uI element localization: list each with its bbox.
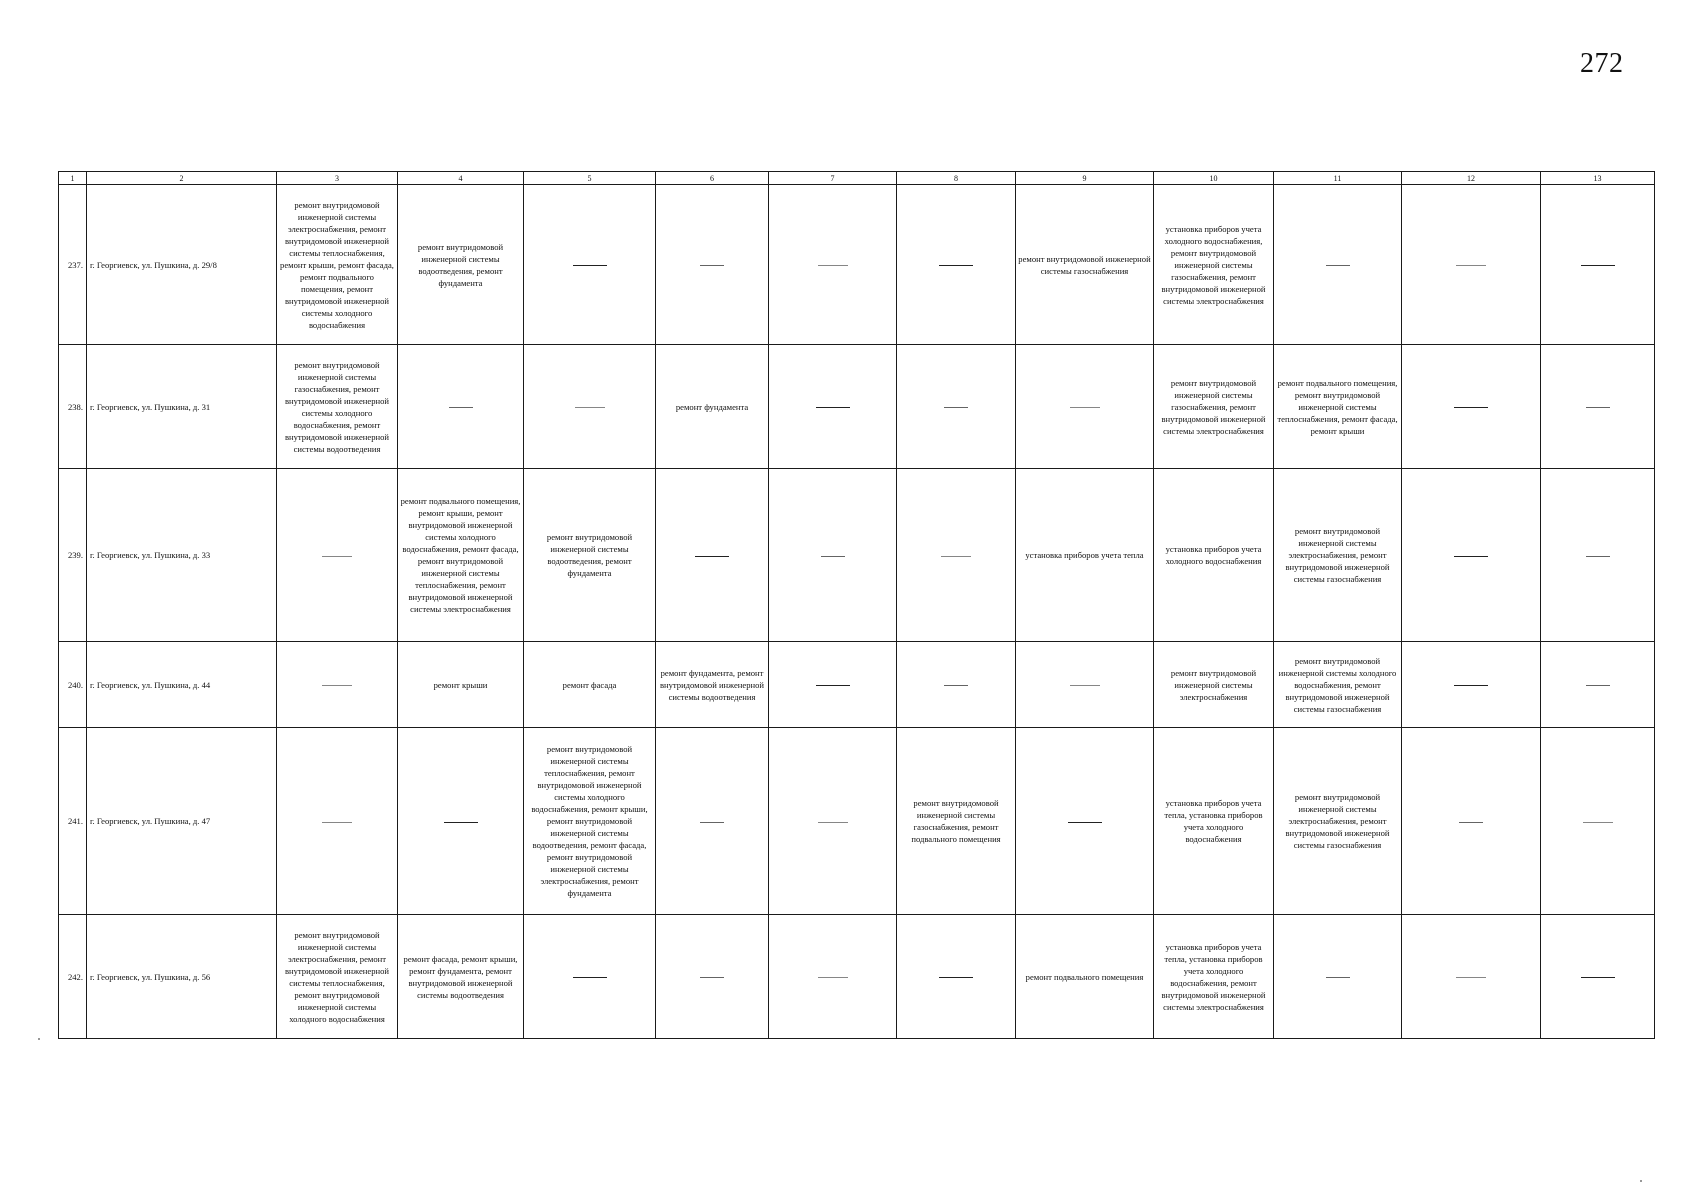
empty-dash bbox=[700, 822, 724, 823]
column-header: 5 bbox=[524, 172, 656, 185]
table-cell bbox=[1541, 345, 1655, 469]
empty-dash bbox=[444, 822, 478, 823]
row-address: г. Георгиевск, ул. Пушкина, д. 29/8 bbox=[87, 185, 277, 345]
scan-speck bbox=[1640, 1180, 1642, 1182]
table-cell bbox=[656, 469, 769, 642]
empty-dash bbox=[573, 977, 607, 978]
table-cell: установка приборов учета тепла, установка приборов учета холодного водоснабжения, ремонт внутридомовой инженерной системы электроснабжения bbox=[1154, 915, 1274, 1039]
table-cell bbox=[769, 642, 897, 728]
empty-dash bbox=[322, 822, 352, 823]
table-cell bbox=[897, 345, 1016, 469]
empty-dash bbox=[1586, 556, 1610, 557]
empty-dash bbox=[1586, 407, 1610, 408]
empty-dash bbox=[939, 265, 973, 266]
table-cell: ремонт крыши bbox=[398, 642, 524, 728]
table-cell: ремонт внутридомовой инженерной системы газоснабжения, ремонт внутридомовой инженерной системы электроснабжения bbox=[1154, 345, 1274, 469]
table-cell bbox=[398, 728, 524, 915]
table-cell: ремонт внутридомовой инженерной системы водоотведения, ремонт фундамента bbox=[524, 469, 656, 642]
table-cell bbox=[524, 185, 656, 345]
table-cell bbox=[1402, 915, 1541, 1039]
row-address: г. Георгиевск, ул. Пушкина, д. 31 bbox=[87, 345, 277, 469]
empty-dash bbox=[1454, 556, 1488, 557]
row-address: г. Георгиевск, ул. Пушкина, д. 56 bbox=[87, 915, 277, 1039]
table-cell: ремонт внутридомовой инженерной системы газоснабжения, ремонт внутридомовой инженерной системы холодного водоснабжения, ремонт внутридомовой инженерной системы водоотведения bbox=[277, 345, 398, 469]
table-cell bbox=[1016, 345, 1154, 469]
empty-dash bbox=[1454, 685, 1488, 686]
page-number: 272 bbox=[1580, 48, 1624, 79]
column-header: 10 bbox=[1154, 172, 1274, 185]
table-cell: ремонт внутридомовой инженерной системы электроснабжения bbox=[1154, 642, 1274, 728]
table-cell bbox=[1274, 915, 1402, 1039]
table-row bbox=[59, 185, 1655, 345]
table-cell bbox=[1541, 642, 1655, 728]
table-row bbox=[59, 728, 1655, 915]
table-cell: ремонт внутридомовой инженерной системы водоотведения, ремонт фундамента bbox=[398, 185, 524, 345]
table-cell bbox=[524, 915, 656, 1039]
table-row bbox=[59, 345, 1655, 469]
row-number: 242. bbox=[59, 915, 87, 1039]
column-header: 8 bbox=[897, 172, 1016, 185]
column-header: 3 bbox=[277, 172, 398, 185]
empty-dash bbox=[1459, 822, 1483, 823]
table-cell: ремонт фундамента bbox=[656, 345, 769, 469]
row-address: г. Георгиевск, ул. Пушкина, д. 33 bbox=[87, 469, 277, 642]
table-cell: ремонт фасада, ремонт крыши, ремонт фундамента, ремонт внутридомовой инженерной системы водоотведения bbox=[398, 915, 524, 1039]
column-header: 9 bbox=[1016, 172, 1154, 185]
empty-dash bbox=[816, 407, 850, 408]
table-cell: ремонт подвального помещения bbox=[1016, 915, 1154, 1039]
table-cell bbox=[769, 915, 897, 1039]
table-cell: ремонт внутридомовой инженерной системы теплоснабжения, ремонт внутридомовой инженерной системы холодного водоснабжения, ремонт крыши, ремонт внутридомовой инженерной системы водоотведения, ремонт фасада, ремонт внутридомовой инженерной системы электроснабжения, ремонт фундамента bbox=[524, 728, 656, 915]
row-number: 239. bbox=[59, 469, 87, 642]
empty-dash bbox=[1326, 265, 1350, 266]
empty-dash bbox=[818, 265, 848, 266]
column-header: 7 bbox=[769, 172, 897, 185]
table-cell bbox=[897, 185, 1016, 345]
table-cell bbox=[277, 728, 398, 915]
table-cell: ремонт подвального помещения, ремонт внутридомовой инженерной системы теплоснабжения, ремонт фасада, ремонт крыши bbox=[1274, 345, 1402, 469]
table-cell: ремонт внутридомовой инженерной системы электроснабжения, ремонт внутридомовой инженерной системы теплоснабжения, ремонт внутридомовой инженерной системы холодного водоснабжения bbox=[277, 915, 398, 1039]
empty-dash bbox=[1586, 685, 1610, 686]
column-header: 2 bbox=[87, 172, 277, 185]
empty-dash bbox=[944, 685, 968, 686]
empty-dash bbox=[1581, 265, 1615, 266]
table-cell bbox=[769, 469, 897, 642]
table-cell bbox=[1402, 345, 1541, 469]
empty-dash bbox=[944, 407, 968, 408]
row-number: 238. bbox=[59, 345, 87, 469]
table-cell bbox=[769, 728, 897, 915]
table-cell bbox=[769, 185, 897, 345]
row-number: 240. bbox=[59, 642, 87, 728]
empty-dash bbox=[1068, 822, 1102, 823]
empty-dash bbox=[1456, 265, 1486, 266]
table-cell: ремонт внутридомовой инженерной системы электроснабжения, ремонт внутридомовой инженерной системы газоснабжения bbox=[1274, 469, 1402, 642]
column-header: 11 bbox=[1274, 172, 1402, 185]
table-cell bbox=[656, 915, 769, 1039]
table-row bbox=[59, 642, 1655, 728]
empty-dash bbox=[1326, 977, 1350, 978]
table-cell bbox=[1402, 469, 1541, 642]
table-row bbox=[59, 469, 1655, 642]
empty-dash bbox=[1581, 977, 1615, 978]
column-header: 12 bbox=[1402, 172, 1541, 185]
empty-dash bbox=[695, 556, 729, 557]
empty-dash bbox=[1070, 407, 1100, 408]
empty-dash bbox=[700, 265, 724, 266]
empty-dash bbox=[1454, 407, 1488, 408]
table-cell bbox=[897, 915, 1016, 1039]
empty-dash bbox=[821, 556, 845, 557]
table-cell bbox=[1541, 469, 1655, 642]
table-cell: установка приборов учета тепла bbox=[1016, 469, 1154, 642]
table-cell: ремонт внутридомовой инженерной системы электроснабжения, ремонт внутридомовой инженерной системы теплоснабжения, ремонт крыши, ремонт фасада, ремонт подвального помещения, ремонт внутридомовой инженерной системы холодного водоснабжения bbox=[277, 185, 398, 345]
header-row bbox=[59, 172, 1655, 185]
table-cell bbox=[1402, 642, 1541, 728]
empty-dash bbox=[818, 822, 848, 823]
empty-dash bbox=[322, 556, 352, 557]
table-cell: установка приборов учета холодного водоснабжения bbox=[1154, 469, 1274, 642]
table-cell: ремонт фасада bbox=[524, 642, 656, 728]
empty-dash bbox=[939, 977, 973, 978]
table-cell bbox=[1541, 728, 1655, 915]
empty-dash bbox=[941, 556, 971, 557]
table-cell bbox=[398, 345, 524, 469]
column-header: 6 bbox=[656, 172, 769, 185]
table-cell: ремонт подвального помещения, ремонт крыши, ремонт внутридомовой инженерной системы холодного водоснабжения, ремонт фасада, ремонт внутридомовой инженерной системы теплоснабжения, ремонт внутридомовой инженерной системы электроснабжения bbox=[398, 469, 524, 642]
table-cell bbox=[277, 469, 398, 642]
table-cell: ремонт внутридомовой инженерной системы газоснабжения, ремонт подвального помещения bbox=[897, 728, 1016, 915]
empty-dash bbox=[322, 685, 352, 686]
table-cell bbox=[524, 345, 656, 469]
empty-dash bbox=[818, 977, 848, 978]
table-cell: установка приборов учета тепла, установка приборов учета холодного водоснабжения bbox=[1154, 728, 1274, 915]
table-cell bbox=[1541, 915, 1655, 1039]
table-cell: ремонт внутридомовой инженерной системы газоснабжения bbox=[1016, 185, 1154, 345]
empty-dash bbox=[700, 977, 724, 978]
table-cell bbox=[897, 469, 1016, 642]
column-header: 13 bbox=[1541, 172, 1655, 185]
empty-dash bbox=[816, 685, 850, 686]
column-header: 1 bbox=[59, 172, 87, 185]
row-number: 241. bbox=[59, 728, 87, 915]
table-cell: ремонт фундамента, ремонт внутридомовой инженерной системы водоотведения bbox=[656, 642, 769, 728]
table-cell bbox=[656, 185, 769, 345]
scan-speck bbox=[38, 1038, 40, 1040]
empty-dash bbox=[573, 265, 607, 266]
table-cell bbox=[1402, 185, 1541, 345]
table-cell bbox=[897, 642, 1016, 728]
table-cell bbox=[277, 642, 398, 728]
column-header: 4 bbox=[398, 172, 524, 185]
row-address: г. Георгиевск, ул. Пушкина, д. 47 bbox=[87, 728, 277, 915]
table-cell: ремонт внутридомовой инженерной системы электроснабжения, ремонт внутридомовой инженерной системы газоснабжения bbox=[1274, 728, 1402, 915]
table-cell bbox=[1274, 185, 1402, 345]
table-cell bbox=[1016, 728, 1154, 915]
empty-dash bbox=[1456, 977, 1486, 978]
empty-dash bbox=[1070, 685, 1100, 686]
repair-plan-table bbox=[58, 171, 1655, 1039]
row-number: 237. bbox=[59, 185, 87, 345]
empty-dash bbox=[1583, 822, 1613, 823]
table-cell bbox=[1016, 642, 1154, 728]
table-cell bbox=[1541, 185, 1655, 345]
empty-dash bbox=[575, 407, 605, 408]
empty-dash bbox=[449, 407, 473, 408]
row-address: г. Георгиевск, ул. Пушкина, д. 44 bbox=[87, 642, 277, 728]
table-row bbox=[59, 915, 1655, 1039]
table-cell: ремонт внутридомовой инженерной системы холодного водоснабжения, ремонт внутридомовой инженерной системы газоснабжения bbox=[1274, 642, 1402, 728]
table-cell bbox=[769, 345, 897, 469]
table-cell bbox=[1402, 728, 1541, 915]
table-cell bbox=[656, 728, 769, 915]
table-cell: установка приборов учета холодного водоснабжения, ремонт внутридомовой инженерной системы газоснабжения, ремонт внутридомовой инженерной системы электроснабжения bbox=[1154, 185, 1274, 345]
